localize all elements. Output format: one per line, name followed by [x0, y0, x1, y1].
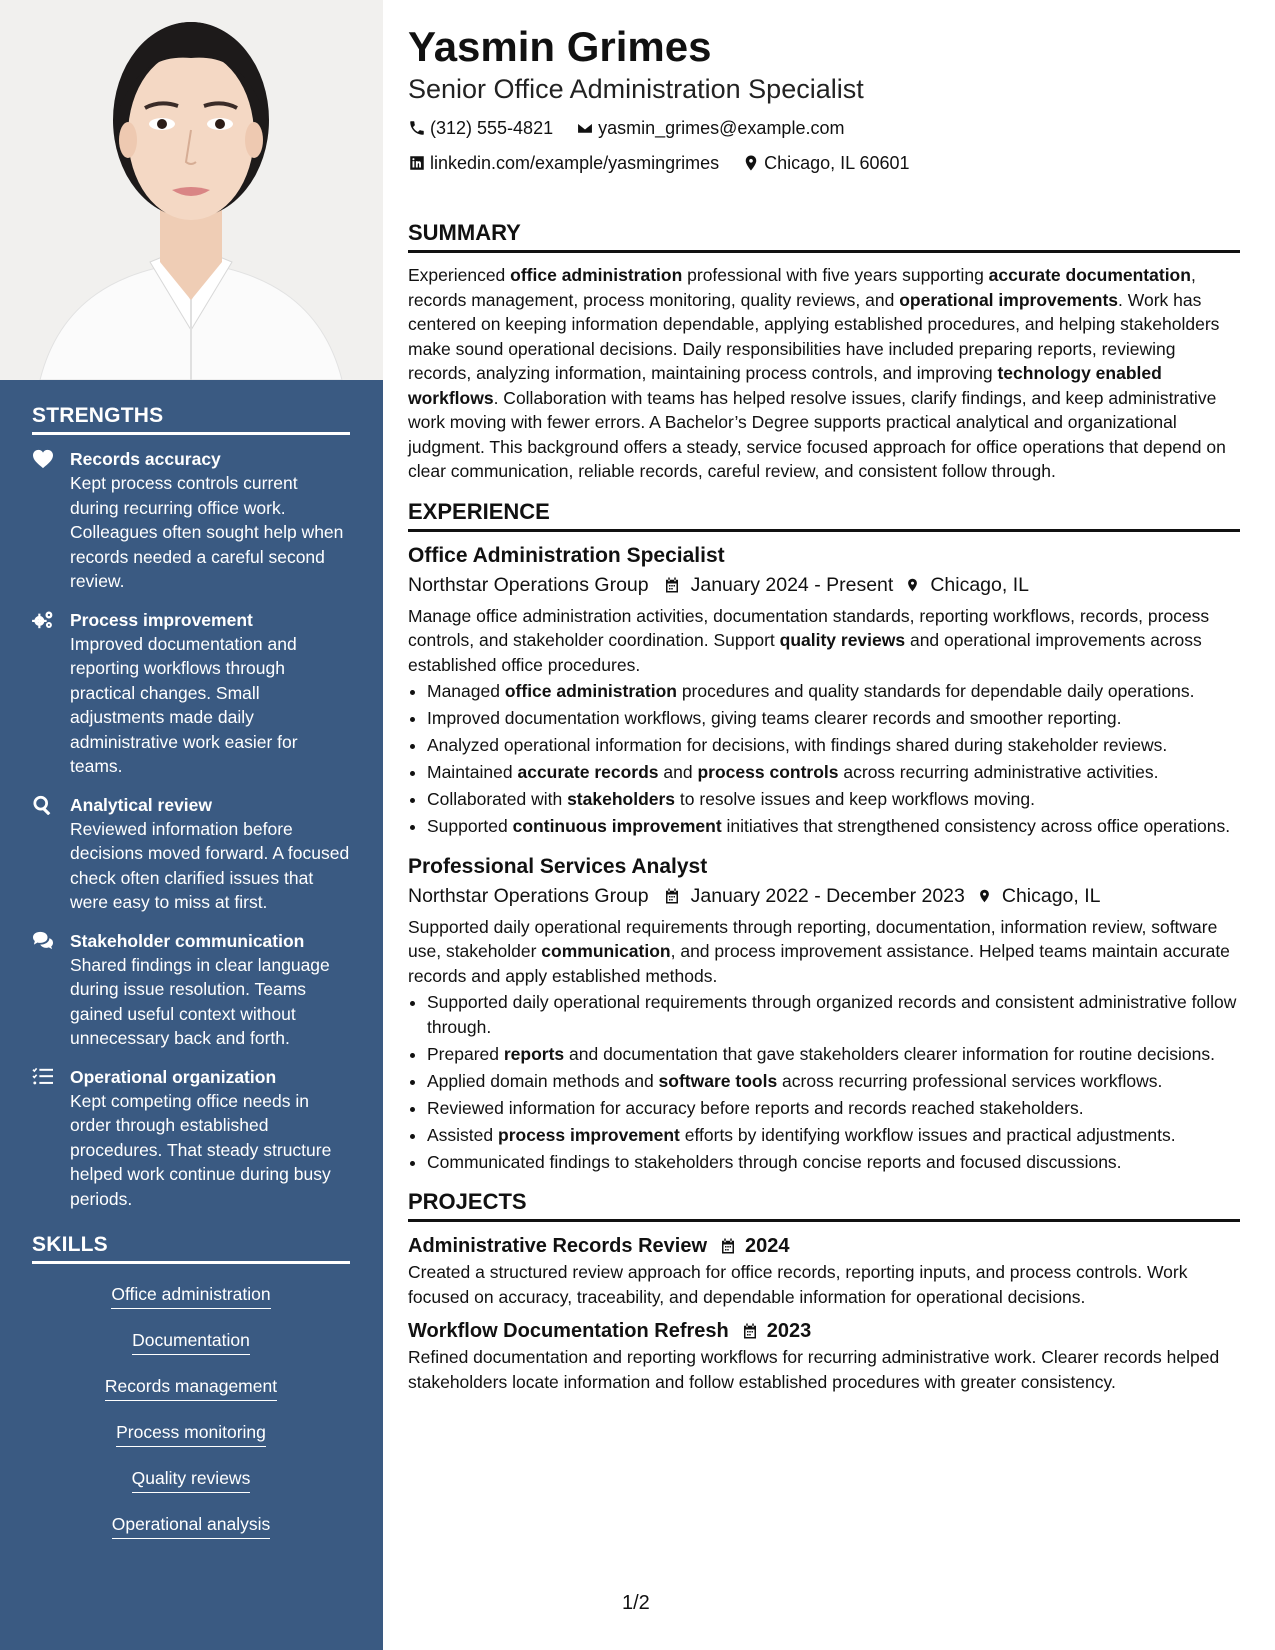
bullet-text: Assisted	[427, 1124, 498, 1145]
calendar-icon	[663, 887, 681, 905]
bullet-text: Prepared	[427, 1043, 504, 1064]
job-company: Northstar Operations Group	[408, 884, 649, 907]
job-bullet	[427, 706, 1240, 731]
summary-text: . Work has centered on keeping information dependable, applying established procedures, and helping stakeholders make sound operational decisions. Daily responsibilities have included preparing reports, reviewing records, analyzing information, maintaining process controls, and improving	[408, 289, 1220, 383]
summary-text: . Collaboration with teams has helped resolve issues, clarify findings, and keep administrative work moving with fewer errors. A Bachelor’s Degree supports practical analytical and organizational judgment. This background offers a steady, service focused approach for office operations that depend on clear communication, reliable records, careful review, and consistent follow through.	[408, 387, 1226, 481]
job-dates: January 2022 - December 2023	[690, 884, 965, 907]
bullet-keyword: software tools	[658, 1070, 778, 1091]
job-bullet	[427, 760, 1240, 785]
heart-icon	[32, 447, 70, 594]
contact-info	[408, 112, 1240, 182]
page-number: 1/2	[622, 1592, 650, 1614]
map-pin-icon	[742, 154, 760, 172]
job-description	[408, 604, 1240, 678]
bullet-keyword: continuous improvement	[512, 816, 722, 836]
strength-body: Improved documentation and reporting workflows through practical changes. Small adjustments made daily administrative work easier for teams.	[70, 633, 298, 776]
job-location: Chicago, IL	[930, 573, 1029, 596]
job-bullet	[427, 1150, 1240, 1175]
project-title-row	[408, 1317, 1240, 1345]
strength-body: Shared findings in clear language during issue resolution. Teams gained useful context without unnecessary back and forth.	[70, 954, 330, 1048]
profile-photo	[0, 0, 383, 380]
bullet-text: Maintained	[427, 762, 518, 782]
bullet-text: Improved documentation workflows, giving teams clearer records and smoother reporting.	[427, 708, 1122, 728]
strength-item	[32, 608, 350, 779]
linkedin-icon	[408, 154, 426, 172]
comments-icon	[32, 929, 70, 1051]
project-description: Created a structured review approach for office records, reporting inputs, and process controls. Work focused on accuracy, traceability, and dependable information for operational decisions.	[408, 1262, 1188, 1307]
summary-text: professional with five years supporting	[682, 265, 989, 285]
strength-item	[32, 447, 350, 594]
experience-section	[408, 498, 1240, 1175]
job-bullet	[427, 787, 1240, 812]
job-bullet	[427, 814, 1240, 839]
bullet-text: initiatives that strengthened consistency across office operations.	[721, 816, 1231, 836]
experience-heading: EXPERIENCE	[408, 498, 1240, 532]
calendar-icon	[663, 576, 681, 594]
bullet-keyword: office administration	[504, 681, 677, 701]
bullet-text: and	[658, 762, 698, 782]
job-title: Professional Services Analyst	[408, 854, 708, 878]
strength-body: Kept competing office needs in order through established procedures. That steady structure helped work continue during busy periods.	[70, 1090, 332, 1209]
bullet-text: Managed	[427, 681, 505, 701]
skill-tag: Records management	[105, 1374, 277, 1401]
bullet-keyword: reports	[503, 1043, 565, 1064]
calendar-icon	[741, 1322, 759, 1340]
location-contact	[742, 147, 909, 179]
skill-tag: Process monitoring	[116, 1420, 266, 1447]
bullet-text: efforts by identifying workflow issues and practical adjustments.	[679, 1124, 1176, 1145]
projects-heading: PROJECTS	[408, 1188, 1240, 1222]
list-check-icon	[32, 1065, 70, 1212]
job-bullet	[427, 1042, 1240, 1067]
job-desc-text: , and process improvement assistance. Helped teams maintain accurate records and apply established methods.	[408, 941, 1230, 986]
summary-keyword: accurate documentation	[988, 265, 1191, 285]
skill-tag: Documentation	[132, 1328, 250, 1355]
candidate-title: Senior Office Administration Specialist	[408, 74, 864, 104]
map-pin-icon	[977, 887, 992, 905]
bullet-text: Supported	[427, 816, 513, 836]
strength-body: Reviewed information before decisions moved forward. A focused check often clarified issues that were easy to miss at first.	[70, 818, 350, 912]
phone-text: (312) 555-4821	[430, 118, 554, 138]
summary-heading: SUMMARY	[408, 219, 1240, 253]
location-text: Chicago, IL 60601	[764, 153, 910, 173]
bullet-text: across recurring professional services workflows.	[777, 1070, 1163, 1091]
job-bullet	[427, 1069, 1240, 1094]
bullet-text: and documentation that gave stakeholders clearer information for routine decisions.	[564, 1043, 1215, 1064]
phone-contact[interactable]	[408, 112, 553, 144]
skills-heading: SKILLS	[32, 1233, 350, 1264]
main-content	[408, 22, 1240, 1394]
strengths-heading: STRENGTHS	[32, 404, 350, 435]
job-entry	[408, 542, 1240, 839]
job-bullet	[427, 679, 1240, 704]
job-desc-text: and operational improvements across established office procedures.	[408, 630, 1202, 675]
job-description	[408, 915, 1240, 989]
strength-item	[32, 1065, 350, 1212]
job-desc-text: Manage office administration activities, documentation standards, reporting workflows, records, process controls, and stakeholder coordination. Support	[408, 605, 1210, 650]
skill-tag: Operational analysis	[112, 1512, 271, 1539]
bullet-keyword: process controls	[697, 762, 839, 782]
project-year: 2023	[766, 1320, 812, 1342]
project-title-row	[408, 1232, 1240, 1260]
bullet-text: Communicated findings to stakeholders through concise reports and focused discussions.	[427, 1151, 1122, 1172]
bullet-keyword: stakeholders	[567, 789, 676, 809]
candidate-name: Yasmin Grimes	[408, 23, 712, 70]
skills-list	[32, 1282, 350, 1558]
phone-icon	[408, 119, 426, 137]
project-title: Workflow Documentation Refresh	[408, 1320, 729, 1342]
job-bullet	[427, 990, 1240, 1039]
gears-icon	[32, 608, 70, 779]
job-bullet	[427, 1096, 1240, 1121]
bullet-keyword: process improvement	[498, 1124, 680, 1145]
bullet-text: to resolve issues and keep workflows moving.	[675, 789, 1035, 809]
project-year: 2024	[745, 1235, 790, 1257]
map-pin-icon	[905, 576, 920, 594]
bullet-text: procedures and quality standards for dependable daily operations.	[676, 681, 1195, 701]
project-title: Administrative Records Review	[408, 1235, 707, 1257]
bullet-keyword: accurate records	[517, 762, 659, 782]
job-dates: January 2024 - Present	[690, 573, 894, 596]
project-entry	[408, 1232, 1240, 1309]
summary-section	[408, 219, 1240, 484]
job-desc-keyword: communication	[541, 941, 671, 961]
strength-title: Process improvement	[70, 609, 253, 630]
email-text: yasmin_grimes@example.com	[598, 118, 845, 138]
project-description: Refined documentation and reporting workflows for recurring administrative work. Clearer records helped stakeholders locate information and follow established procedures with greater consistency.	[408, 1347, 1220, 1392]
bullet-text: across recurring administrative activities.	[838, 762, 1159, 782]
bullet-text: Reviewed information for accuracy before reports and records reached stakeholders.	[427, 1097, 1084, 1118]
strength-title: Analytical review	[70, 794, 213, 815]
project-entry	[408, 1317, 1240, 1394]
calendar-icon	[719, 1237, 737, 1255]
strength-item	[32, 793, 350, 915]
strength-item	[32, 929, 350, 1051]
job-meta	[408, 570, 1240, 600]
sidebar	[0, 0, 383, 1650]
summary-text: , records management, process monitoring, quality reviews, and	[408, 265, 1196, 310]
summary-keyword: office administration	[510, 265, 683, 285]
summary-keyword: operational improvements	[899, 289, 1119, 310]
summary-keyword: technology enabled workflows	[408, 363, 1162, 408]
summary-text	[408, 263, 1240, 484]
linkedin-contact[interactable]	[408, 147, 719, 179]
search-icon	[32, 793, 70, 915]
skill-tag: Office administration	[111, 1282, 270, 1309]
job-meta	[408, 881, 1240, 911]
email-contact[interactable]	[576, 112, 844, 144]
job-bullets	[408, 990, 1240, 1174]
job-entry	[408, 853, 1240, 1175]
skill-tag: Quality reviews	[132, 1466, 251, 1493]
job-title: Office Administration Specialist	[408, 543, 725, 567]
job-desc-keyword: quality reviews	[779, 630, 906, 650]
job-bullet	[427, 733, 1240, 758]
bullet-text: Supported daily operational requirements through organized records and consistent administrative follow through.	[427, 992, 1237, 1037]
strength-title: Stakeholder communication	[70, 930, 305, 951]
sidebar-content	[32, 404, 350, 1558]
job-bullet	[427, 1123, 1240, 1148]
job-company: Northstar Operations Group	[408, 573, 649, 596]
strength-title: Records accuracy	[70, 449, 221, 469]
bullet-text: Analyzed operational information for decisions, with findings shared during stakeholder reviews.	[427, 735, 1168, 755]
summary-text: Experienced	[408, 265, 511, 285]
job-bullets	[408, 679, 1240, 839]
bullet-text: Collaborated with	[427, 789, 568, 809]
strength-title: Operational organization	[70, 1066, 277, 1087]
projects-section	[408, 1188, 1240, 1394]
strength-body: Kept process controls current during recurring office work. Colleagues often sought help when records needed a careful second review.	[70, 473, 344, 591]
linkedin-text: linkedin.com/example/yasmingrimes	[430, 153, 720, 173]
job-location: Chicago, IL	[1001, 884, 1101, 907]
job-desc-text: Supported daily operational requirements through reporting, documentation, information review, software use, stakeholder	[408, 916, 1218, 961]
bullet-text: Applied domain methods and	[427, 1070, 659, 1091]
envelope-icon	[576, 119, 594, 137]
